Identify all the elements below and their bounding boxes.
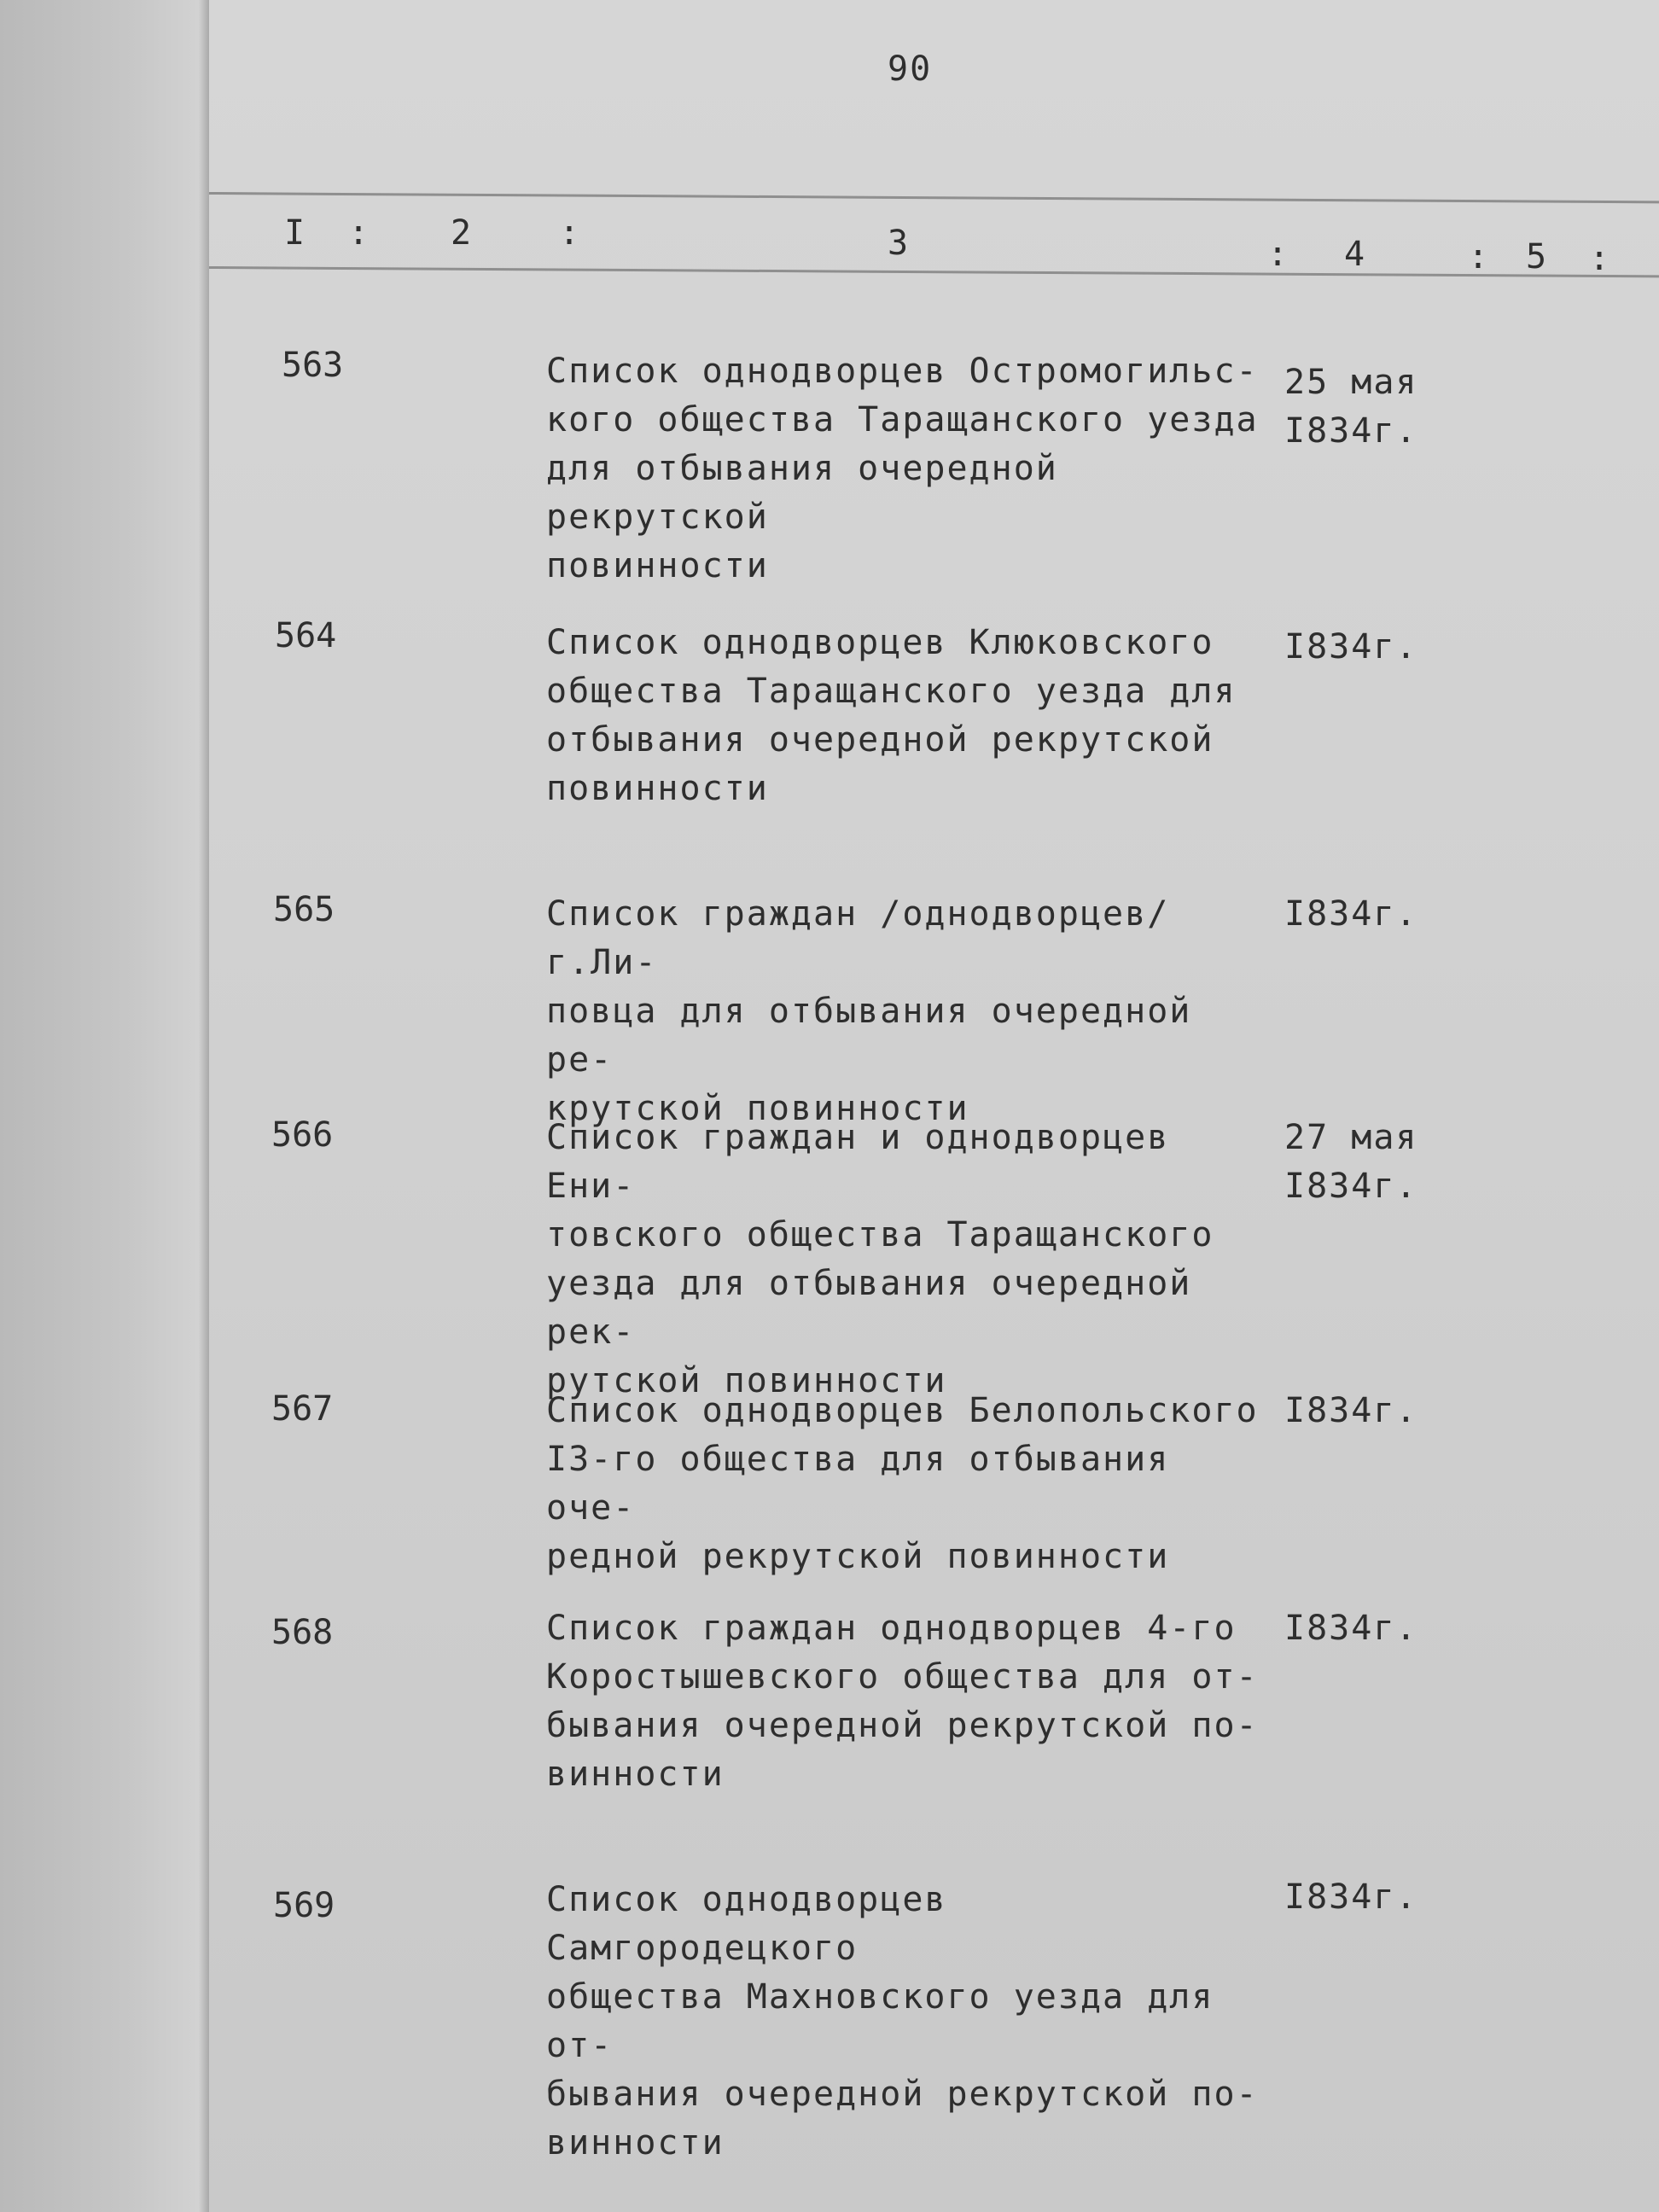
entry-date: I834г.: [1284, 627, 1418, 667]
entry-description: Список однодворцев Белопольского I3-го общества для отбывания оче- редной рекрутской повинности: [546, 1391, 1259, 1576]
entry-number: 564: [275, 616, 337, 655]
column-separator: :: [1468, 237, 1489, 276]
entry-date: I834г.: [1284, 1391, 1418, 1430]
entry-number: 568: [271, 1613, 334, 1652]
entry-date: 25 мая I834г.: [1284, 363, 1418, 451]
column-separator: :: [1267, 235, 1289, 274]
entry-date: I834г.: [1284, 1609, 1418, 1648]
entry-description: Список однодворцев Остромогильс- кого общества Таращанского уезда для отбывания очередной рекрутской повинности: [546, 352, 1259, 585]
column-separator: :: [559, 213, 580, 253]
entry-number: 567: [271, 1389, 334, 1429]
entry-description: Список граждан /однодворцев/ г.Ли- повца для отбывания очередной ре- крутской повинности: [546, 894, 1192, 1128]
column-header-3: 3: [888, 224, 909, 263]
entry-description: Список граждан и однодворцев Ени- товского общества Таращанского уезда для отбывания очередной рек- рутской повинности: [546, 1118, 1214, 1400]
entry-number: 569: [273, 1886, 335, 1925]
column-separator: :: [1589, 239, 1610, 278]
column-header-2: 2: [451, 213, 472, 253]
entry-date: I834г.: [1284, 894, 1418, 934]
entry-number: 565: [273, 890, 335, 929]
column-header-4: 4: [1344, 235, 1365, 274]
entry-number: 563: [282, 346, 344, 385]
entry-number: 566: [271, 1115, 334, 1155]
book-binding-margin: [0, 0, 209, 2212]
page-number: 90: [888, 49, 933, 89]
entry-description: Список граждан однодворцев 4-го Коростышевского общества для от- бывания очередной рекрутской по- винности: [546, 1609, 1259, 1794]
column-separator: :: [348, 213, 370, 253]
entry-description: Список однодворцев Самгородецкого общества Махновского уезда для от- бывания очередной рекрутской по- винности: [546, 1880, 1259, 2163]
column-header-1: I: [284, 213, 306, 253]
entry-date: 27 мая I834г.: [1284, 1118, 1418, 1206]
entry-date: I834г.: [1284, 1877, 1418, 1917]
entry-description: Список однодворцев Клюковского общества Таращанского уезда для отбывания очередной рекрутской повинности: [546, 623, 1237, 808]
column-header-5: 5: [1526, 237, 1547, 276]
